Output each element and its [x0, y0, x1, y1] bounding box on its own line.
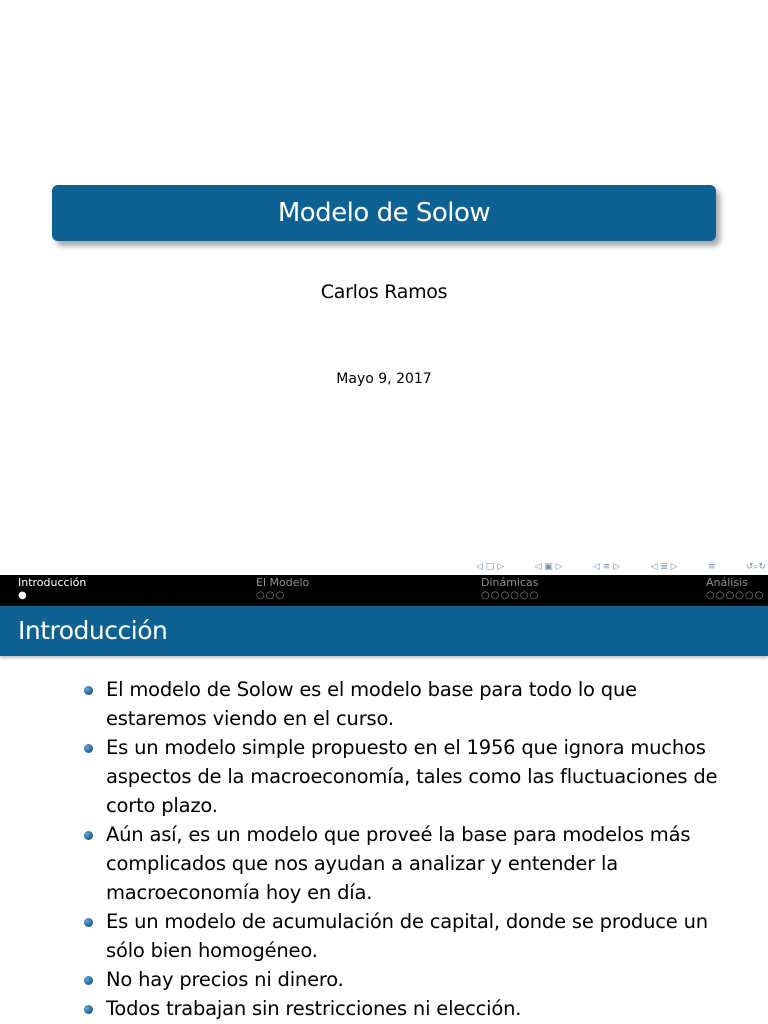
section-progress-dots[interactable]: ●	[18, 590, 28, 601]
section-link-introduccion[interactable]	[18, 576, 86, 602]
list-item	[84, 965, 724, 994]
list-item	[84, 733, 724, 820]
bullet-text: Es un modelo simple propuesto en el 1956 que ignora muchos aspectos de la macroeconomía, tales como las fluctuaciones de corto plazo.	[106, 736, 718, 817]
author: Carlos Ramos	[320, 281, 448, 303]
bullet-icon	[84, 744, 93, 753]
section-nav-icon[interactable]: ◁ ≣ ▷	[650, 562, 678, 572]
document-nav-icon[interactable]: ≡	[707, 562, 716, 572]
navigation-symbols	[476, 560, 766, 574]
date: Mayo 9, 2017	[336, 371, 432, 387]
subsection-nav-icon[interactable]: ◁ ≡ ▷	[592, 562, 621, 572]
bullet-icon	[84, 686, 93, 695]
section-link-analisis[interactable]	[706, 576, 764, 602]
bullet-icon	[84, 976, 93, 985]
bullet-icon	[84, 918, 93, 927]
section-label: Dinámicas	[481, 576, 539, 589]
presentation-title: Modelo de Solow	[277, 198, 491, 228]
section-progress-dots[interactable]: ○○○	[256, 590, 286, 601]
list-item	[84, 994, 724, 1023]
section-link-el-modelo[interactable]	[256, 576, 309, 602]
bullet-text: Es un modelo de acumulación de capital, donde se produce un sólo bien homogéneo.	[106, 910, 708, 962]
section-label: Introducción	[18, 576, 87, 589]
title-box	[52, 185, 716, 241]
bullet-text: No hay precios ni dinero.	[106, 968, 344, 991]
bullet-text: El modelo de Solow es el modelo base para todo lo que estaremos viendo en el curso.	[106, 678, 637, 730]
bullet-icon	[84, 1005, 93, 1014]
bullet-text: Aún así, es un modelo que proveé la base para modelos más complicados que nos ayudan a analizar y entender la macroeconomía hoy en día.	[106, 823, 691, 904]
section-label: El Modelo	[256, 576, 310, 589]
frame-title: Introducción	[18, 616, 168, 645]
section-navigation-bar	[0, 575, 768, 606]
bullet-icon	[84, 831, 93, 840]
bullet-list	[84, 675, 724, 1023]
section-link-dinamicas[interactable]	[481, 576, 539, 602]
slide-nav-icon[interactable]: ◁ □ ▷	[476, 562, 505, 572]
content-slide	[0, 575, 768, 1024]
bullet-text: Todos trabajan sin restricciones ni elección.	[106, 997, 522, 1020]
list-item	[84, 907, 724, 965]
section-progress-dots[interactable]: ○○○○○○	[481, 590, 540, 601]
section-progress-dots[interactable]: ○○○○○○	[706, 590, 765, 601]
section-label: Análisis	[706, 576, 748, 589]
search-back-forward-icon[interactable]: ↺⌕↻	[745, 562, 766, 572]
list-item	[84, 675, 724, 733]
frame-nav-icon[interactable]: ◁ ▣ ▷	[534, 562, 563, 572]
list-item	[84, 820, 724, 907]
frame-title-bar	[0, 606, 768, 656]
